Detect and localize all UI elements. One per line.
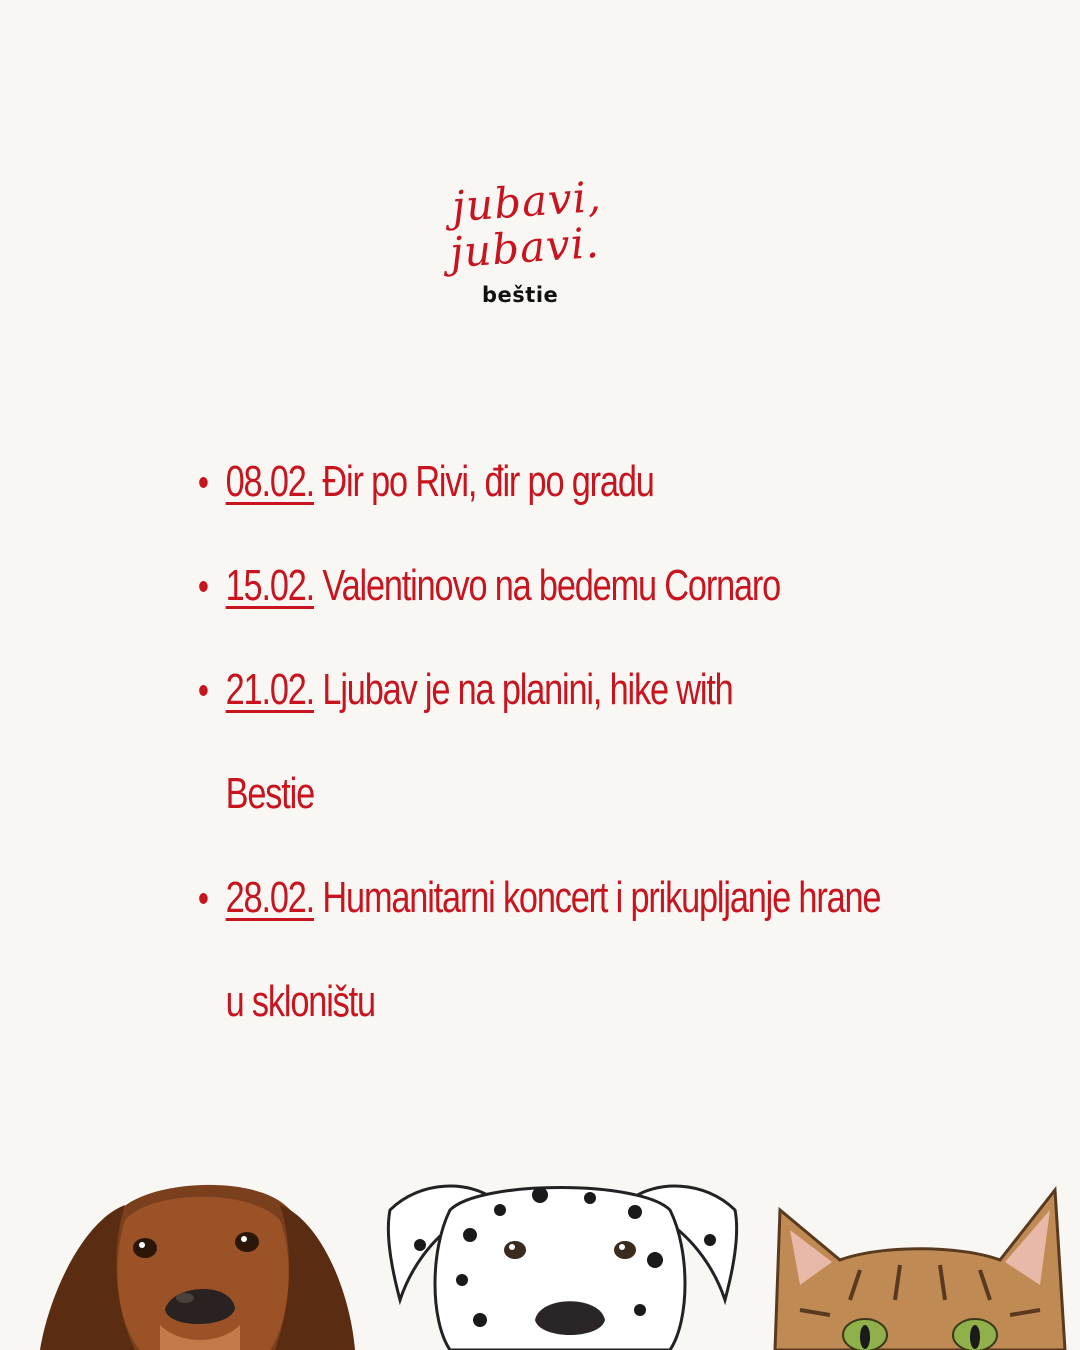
event-item	[196, 430, 804, 534]
logo-script-line-2: jubavi.	[448, 217, 602, 278]
dalmatian-dog-icon	[388, 1186, 736, 1350]
logo-script-line-1: jubavi,	[450, 171, 604, 232]
event-date: 21.02.	[225, 665, 315, 714]
event-title: Humanitarni koncert i prikupljanje hrane u skloništu	[225, 873, 881, 1026]
event-item	[196, 638, 804, 846]
bullet-icon	[199, 685, 208, 696]
logo-brand-name: beštie	[482, 283, 559, 307]
bullet-icon	[199, 477, 208, 488]
bullet-icon	[199, 581, 208, 592]
tabby-cat-icon	[775, 1190, 1065, 1350]
event-item	[196, 846, 904, 1054]
event-title: Đir po Rivi, đir po gradu	[322, 457, 654, 506]
event-list	[196, 430, 976, 1054]
event-title: Ljubav je na planini, hike with Bestie	[225, 665, 733, 818]
event-date: 08.02.	[225, 457, 315, 506]
pets-illustration	[0, 1150, 1080, 1350]
event-title: Valentinovo na bedemu Cornaro	[322, 561, 781, 610]
event-date: 28.02.	[225, 873, 315, 922]
spaniel-dog-icon	[40, 1185, 355, 1350]
event-item	[196, 534, 804, 638]
event-date: 15.02.	[225, 561, 315, 610]
bullet-icon	[199, 893, 208, 904]
logo	[440, 171, 640, 315]
